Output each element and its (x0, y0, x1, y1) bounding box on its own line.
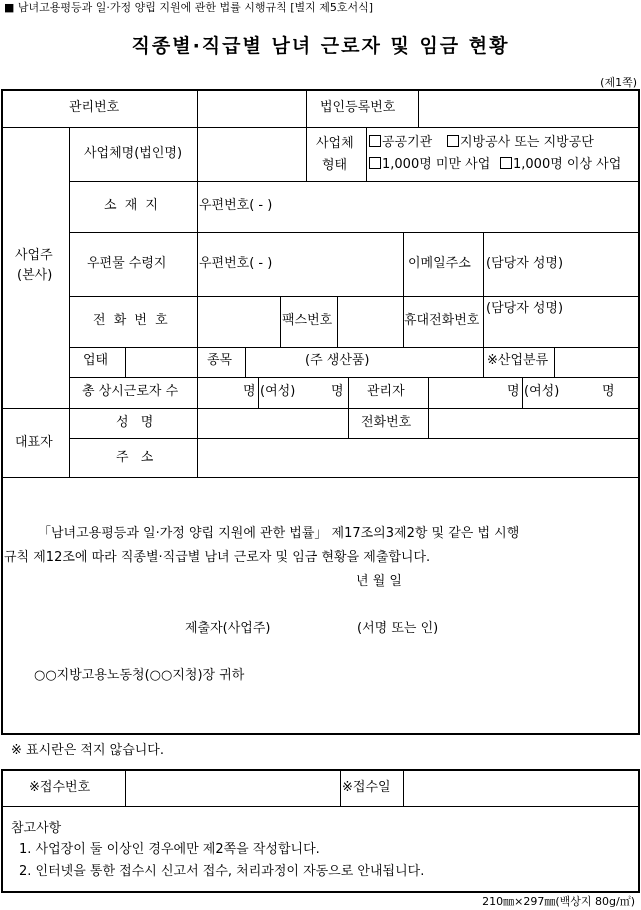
submitter-label: 제출자(사업주) (185, 621, 271, 636)
reference-title: 참고사항 (11, 821, 62, 836)
blank-note: ※ 표시란은 적지 않습니다. (11, 743, 165, 758)
form-reference: ■ 남녀고용평등과 일·가정 양립 지원에 관한 법률 시행규칙 [별지 제5호서식] (4, 1, 374, 14)
checkbox-icon[interactable] (369, 157, 381, 169)
receipt-date-field[interactable] (405, 771, 636, 804)
receipt-no-label: ※접수번호 (29, 780, 91, 795)
option-local-corp-label: 지방공사 또는 지방공단 (460, 135, 594, 150)
corp-reg-no-field[interactable] (420, 91, 636, 125)
industry-class-label: ※산업분류 (487, 353, 549, 368)
paper-size: 210㎜×297㎜(백상지 80g/㎡) (482, 895, 635, 908)
location-label: 소 재 지 (104, 198, 160, 213)
industry-label: 업태 (83, 353, 109, 368)
business-type-label-2: 형태 (322, 158, 348, 173)
business-type-label: 사업체 (316, 136, 354, 151)
checkbox-icon[interactable] (447, 135, 459, 147)
representative-label: 대표자 (15, 435, 53, 450)
business-name-field[interactable] (199, 129, 304, 179)
fax-label: 팩스번호 (282, 313, 333, 328)
mobile-label: 휴대전화번호 (404, 313, 480, 328)
phone-field[interactable] (199, 298, 278, 345)
option-under-1000-label: 1,000명 미만 사업 (382, 157, 491, 172)
rep-name-label: 성 명 (116, 415, 158, 430)
female-label: (여성) (524, 384, 560, 399)
unit-person: 명 (331, 384, 344, 399)
unit-person: 명 (507, 384, 520, 399)
option-public[interactable] (369, 135, 432, 151)
option-public-label: 공공기관 (382, 135, 433, 150)
employer-label: 사업주 (15, 248, 53, 263)
main-table-left-border (1, 89, 3, 734)
postal-code-field-2[interactable]: 우편번호( - ) (199, 256, 273, 271)
unit-person: 명 (243, 384, 256, 399)
rep-address-label: 주 소 (116, 450, 158, 465)
option-over-1000-label: 1,000명 이상 사업 (513, 157, 622, 172)
contact-person-field-1[interactable]: (담당자 성명) (486, 256, 564, 271)
industry-field[interactable] (127, 349, 195, 375)
option-over-1000[interactable] (500, 157, 621, 173)
receipt-date-label: ※접수일 (342, 780, 391, 795)
industry-class-field[interactable] (556, 349, 636, 375)
corp-reg-no-label: 법인등록번호 (320, 100, 396, 115)
checkbox-icon[interactable] (500, 157, 512, 169)
postal-code-field-1[interactable]: 우편번호( - ) (199, 198, 273, 213)
page-title: 직종별·직급별 남녀 근로자 및 임금 현황 (131, 35, 510, 57)
employer-sublabel: (본사) (17, 268, 53, 283)
option-local-corp[interactable] (447, 135, 594, 151)
fax-field[interactable] (339, 298, 401, 345)
rep-phone-label: 전화번호 (361, 415, 412, 430)
main-table-right-border (638, 89, 640, 734)
declaration-line-2: 규칙 제12조에 따라 직종별·직급별 남녀 근로자 및 임금 현황을 제출합니다. (4, 550, 431, 565)
main-product-field[interactable]: (주 생산품) (305, 353, 370, 368)
recipient: ○○지방고용노동청(○○지청)장 귀하 (34, 668, 245, 683)
checkbox-icon[interactable] (369, 135, 381, 147)
page-label: (제1쪽) (600, 76, 637, 89)
female-label: (여성) (260, 384, 296, 399)
receipt-no-field[interactable] (127, 771, 338, 804)
business-name-label: 사업체명(법인명) (84, 146, 183, 161)
management-no-field[interactable] (199, 91, 304, 125)
reference-item-2: 2. 인터넷을 통한 접수시 신고서 접수, 처리과정이 자동으로 안내됩니다. (19, 864, 425, 879)
rep-phone-field[interactable] (430, 410, 636, 436)
reference-item-1: 1. 사업장이 둘 이상인 경우에만 제2쪽을 작성합니다. (19, 842, 320, 857)
option-under-1000[interactable] (369, 157, 490, 173)
signature-field[interactable]: (서명 또는 인) (357, 621, 439, 636)
rep-address-field[interactable] (199, 440, 636, 475)
declaration-line-1: 「남녀고용평등과 일·가정 양립 지원에 관한 법률」 제17조의3제2항 및 같은 법 시행 (38, 526, 520, 541)
mail-recipient-label: 우편물 수령지 (87, 256, 167, 271)
date-field[interactable]: 년 월 일 (356, 574, 402, 589)
rep-name-field[interactable] (199, 410, 346, 436)
unit-person: 명 (602, 384, 615, 399)
manager-label: 관리자 (367, 384, 405, 399)
total-workers-label: 총 상시근로자 수 (82, 384, 179, 399)
email-label: 이메일주소 (408, 256, 471, 271)
phone-label: 전 화 번 호 (93, 313, 170, 328)
contact-person-field-2[interactable]: (담당자 성명) (486, 301, 564, 316)
item-label: 종목 (207, 353, 233, 368)
management-no-label: 관리번호 (69, 100, 120, 115)
